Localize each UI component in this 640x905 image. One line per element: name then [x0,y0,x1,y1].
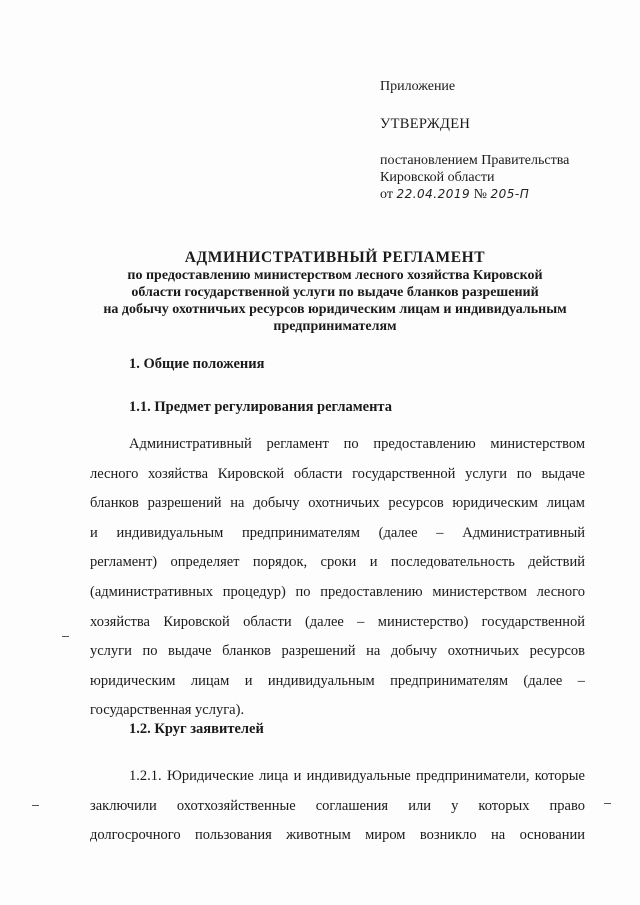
decree-number: 205-П [490,187,530,201]
paragraph-line: юридическим лицам и индивидуальным предпринимателям (далее – [90,672,585,689]
scan-mark [62,636,69,637]
paragraph-line: заключили охотхозяйственные соглашения или у которых право [90,797,585,814]
paragraph-applicants [90,762,585,851]
paragraph-line: бланков разрешений на добычу охотничьих ресурсов юридическим лицам [90,495,585,512]
title-line-1: по предоставлению министерством лесного хозяйства Кировской [127,268,543,283]
section-heading-general: 1. Общие положения [129,356,265,372]
title-line-2: области государственной услуги по выдаче бланков разрешений [131,285,539,300]
paragraph-line: лесного хозяйства Кировской области государственной услуги по выдаче [90,465,585,482]
paragraph-line: услуги по выдаче бланков разрешений на добычу охотничьих ресурсов [90,643,585,660]
paragraph-line: государственная услуга). [90,702,245,719]
title-main: АДМИНИСТРАТИВНЫЙ РЕГЛАМЕНТ [184,249,486,266]
number-sign: № [473,187,488,202]
paragraph-line: и индивидуальным предпринимателям (далее – Административный [90,524,585,541]
title-line-3: на добычу охотничьих ресурсов юридическим лицам и индивидуальным [103,302,567,317]
scan-mark [604,803,611,804]
date-prefix: от [380,187,393,202]
paragraph-line: Административный регламент по предоставлению министерством [129,436,585,452]
decree-date: 22.04.2019 [396,187,471,201]
paragraph-line: долгосрочного пользования животным миром возникло на основании [90,827,585,844]
paragraph-subject [90,430,585,726]
scan-mark [32,805,39,806]
appendix-label: Приложение [380,79,456,94]
approval-block [380,78,610,203]
title-line-4: предпринимателям [273,319,397,334]
decree-date-line [380,186,610,203]
subsection-heading-subject: 1.1. Предмет регулирования регламента [129,399,392,415]
paragraph-line: регламент) определяет порядок, сроки и последовательность действий [90,554,585,571]
paragraph-line: хозяйства Кировской области (далее – министерство) государственной [90,613,585,630]
approved-label: УТВЕРЖДЕН [380,116,471,132]
document-title [70,248,600,335]
paragraph-line: (административных процедур) по предоставлению министерством лесного [90,583,585,600]
decree-line-2: Кировской области [380,170,495,185]
paragraph-line: 1.2.1. Юридические лица и индивидуальные предприниматели, которые [129,768,585,784]
decree-line-1: постановлением Правительства [380,153,570,168]
subsection-heading-applicants: 1.2. Круг заявителей [129,721,264,737]
